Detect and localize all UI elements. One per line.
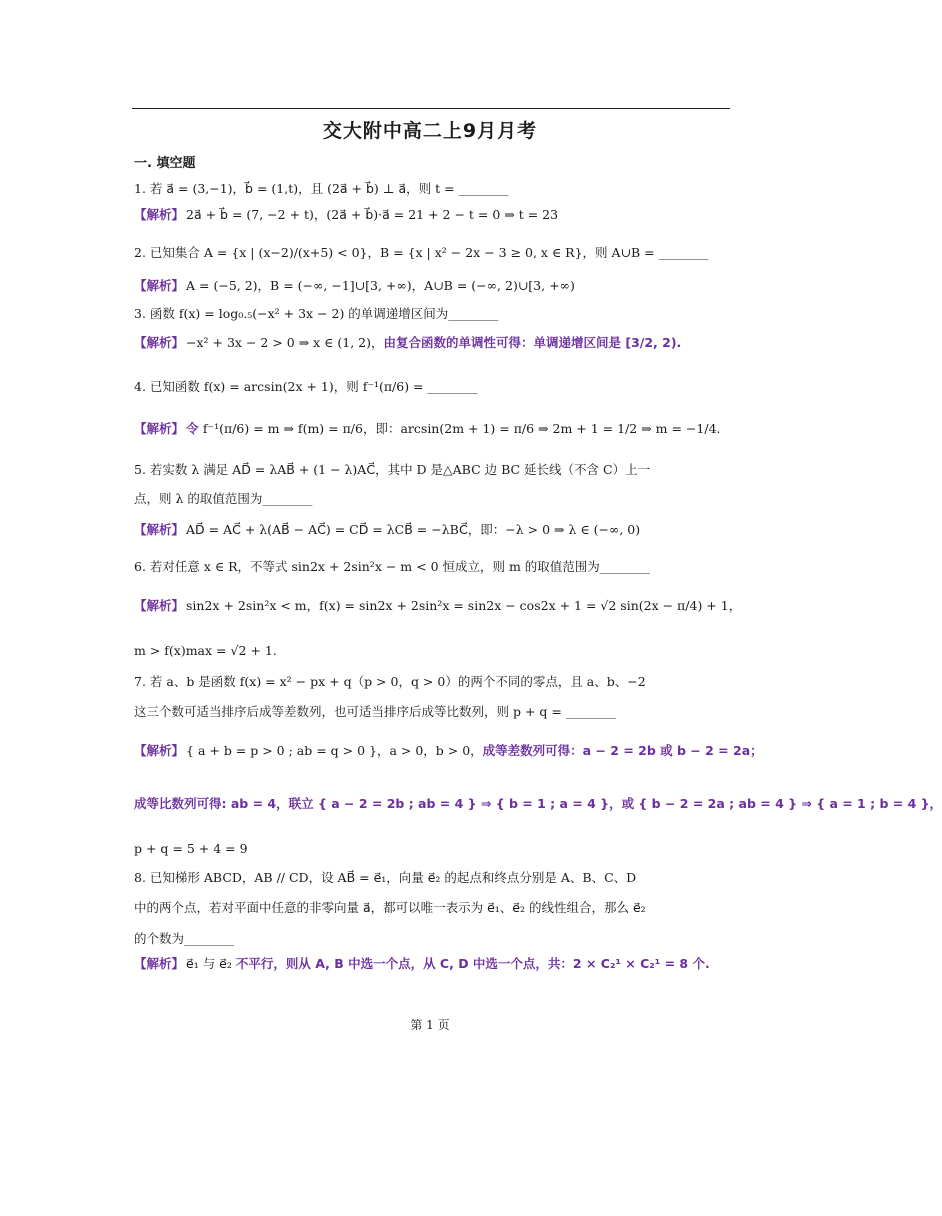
question-line bbox=[134, 461, 650, 479]
question-line bbox=[134, 558, 650, 576]
section-heading: 一. 填空题 bbox=[134, 156, 196, 171]
answer-tag: 【解析】 bbox=[134, 278, 185, 293]
line-text: 1. 若 a⃗ = (3,−1)，b⃗ = (1,t)，且 (2a⃗ + b⃗) ⊥ a⃗，则 t = ________ bbox=[134, 181, 509, 196]
question-line bbox=[134, 305, 498, 323]
line-text: AD⃗ = AC⃗ + λ(AB⃗ − AC⃗) = CD⃗ = λCB⃗ = −λBC⃗，即：−λ > 0 ⇒ λ ∈ (−∞, 0) bbox=[186, 522, 641, 537]
question-line bbox=[134, 378, 478, 396]
line-text: 的个数为________ bbox=[134, 931, 235, 946]
line-text: 中的两个点，若对平面中任意的非零向量 a⃗，都可以唯一表示为 e⃗₁、e⃗₂ 的线性组合，那么 e⃗₂ bbox=[134, 900, 646, 915]
answer-line bbox=[134, 277, 575, 295]
line-text: e⃗₁ 与 e⃗₂ bbox=[186, 956, 236, 971]
line-text: 点，则 λ 的取值范围为________ bbox=[134, 491, 313, 506]
line-text: 2. 已知集合 A = {x | (x−2)/(x+5) < 0}，B = {x | x² − 2x − 3 ≥ 0, x ∈ R}，则 A∪B = ________ bbox=[134, 245, 709, 260]
question-line bbox=[134, 703, 616, 721]
line-text: f⁻¹(π/6) = m ⇒ f(m) = π/6，即：arcsin(2m + 1) = π/6 ⇒ 2m + 1 = 1/2 ⇒ m = −1/4. bbox=[202, 421, 721, 436]
answer-tag: 【解析】 bbox=[134, 956, 185, 971]
answer-tag: 【解析】 bbox=[134, 522, 185, 537]
header-rule bbox=[132, 108, 730, 109]
answer-line bbox=[134, 955, 710, 973]
answer-line bbox=[134, 742, 763, 760]
question-line bbox=[134, 899, 646, 917]
question-line bbox=[134, 840, 248, 858]
answer-line bbox=[134, 597, 741, 615]
answer-line bbox=[134, 521, 640, 539]
answer-tag: 【解析】 bbox=[134, 421, 185, 436]
line-text: 2a⃗ + b⃗ = (7, −2 + t)，(2a⃗ + b⃗)·a⃗ = 21 + 2 − t = 0 ⇒ t = 23 bbox=[186, 207, 559, 222]
answer-remark: 由复合函数的单调性可得：单调递增区间是 [3/2, 2). bbox=[383, 335, 682, 350]
line-text: 5. 若实数 λ 满足 AD⃗ = λAB⃗ + (1 − λ)AC⃗，其中 D 是△ABC 边 BC 延长线（不含 C）上一 bbox=[134, 462, 651, 477]
question-line bbox=[134, 244, 709, 262]
question-line bbox=[134, 673, 646, 691]
answer-tag: 【解析】 bbox=[134, 207, 185, 222]
line-text: 3. 函数 f(x) = log₀.₅(−x² + 3x − 2) 的单调递增区间为________ bbox=[134, 306, 499, 321]
answer-line bbox=[134, 206, 558, 224]
answer-line bbox=[134, 334, 681, 352]
line-text: 6. 若对任意 x ∈ R，不等式 sin2x + 2sin²x − m < 0 恒成立，则 m 的取值范围为________ bbox=[134, 559, 650, 574]
page-number: 第 1 页 bbox=[410, 1018, 450, 1032]
question-line bbox=[134, 180, 509, 198]
line-text: p + q = 5 + 4 = 9 bbox=[134, 841, 248, 856]
page-title: 交大附中高二上9月月考 bbox=[322, 120, 538, 142]
answer-remark: 令 bbox=[186, 421, 203, 436]
answer-remark: 成等比数列可得: ab = 4，联立 { a − 2 = 2b ; ab = 4 } ⇒ { b = 1 ; a = 4 }，或 { b − 2 = 2a ; ab = 4 } ⇒ { a = 1 ; b = 4 }， bbox=[134, 796, 942, 811]
line-text: 8. 已知梯形 ABCD，AB // CD，设 AB⃗ = e⃗₁，向量 e⃗₂ 的起点和终点分别是 A、B、C、D bbox=[134, 870, 637, 885]
line-text: A = (−5, 2)，B = (−∞, −1]∪[3, +∞)，A∪B = (−∞, 2)∪[3, +∞) bbox=[186, 278, 575, 293]
line-text: 这三个数可适当排序后成等差数列，也可适当排序后成等比数列，则 p + q = ________ bbox=[134, 704, 616, 719]
line-text: 7. 若 a、b 是函数 f(x) = x² − px + q（p > 0，q > 0）的两个不同的零点，且 a、b、−2 bbox=[134, 674, 646, 689]
line-text: { a + b = p > 0 ; ab = q > 0 }，a > 0，b > 0， bbox=[186, 743, 483, 758]
question-line bbox=[134, 642, 277, 660]
question-line bbox=[134, 795, 942, 813]
answer-tag: 【解析】 bbox=[134, 335, 185, 350]
answer-remark: 成等差数列可得：a − 2 = 2b 或 b − 2 = 2a； bbox=[482, 743, 763, 758]
line-text: −x² + 3x − 2 > 0 ⇒ x ∈ (1, 2)， bbox=[186, 335, 384, 350]
answer-tag: 【解析】 bbox=[134, 598, 185, 613]
line-text: 4. 已知函数 f(x) = arcsin(2x + 1)，则 f⁻¹(π/6) = ________ bbox=[134, 379, 478, 394]
question-line bbox=[134, 869, 636, 887]
question-line bbox=[134, 490, 312, 508]
answer-tag: 【解析】 bbox=[134, 743, 185, 758]
line-text: m > f(x)max = √2 + 1. bbox=[134, 643, 277, 658]
answer-line bbox=[134, 420, 721, 438]
question-line bbox=[134, 930, 234, 948]
answer-remark: 不平行，则从 A, B 中选一个点，从 C, D 中选一个点，共：2 × C₂¹ × C₂¹ = 8 个. bbox=[235, 956, 710, 971]
line-text: sin2x + 2sin²x < m，f(x) = sin2x + 2sin²x = sin2x − cos2x + 1 = √2 sin(2x − π/4) + 1， bbox=[186, 598, 742, 613]
